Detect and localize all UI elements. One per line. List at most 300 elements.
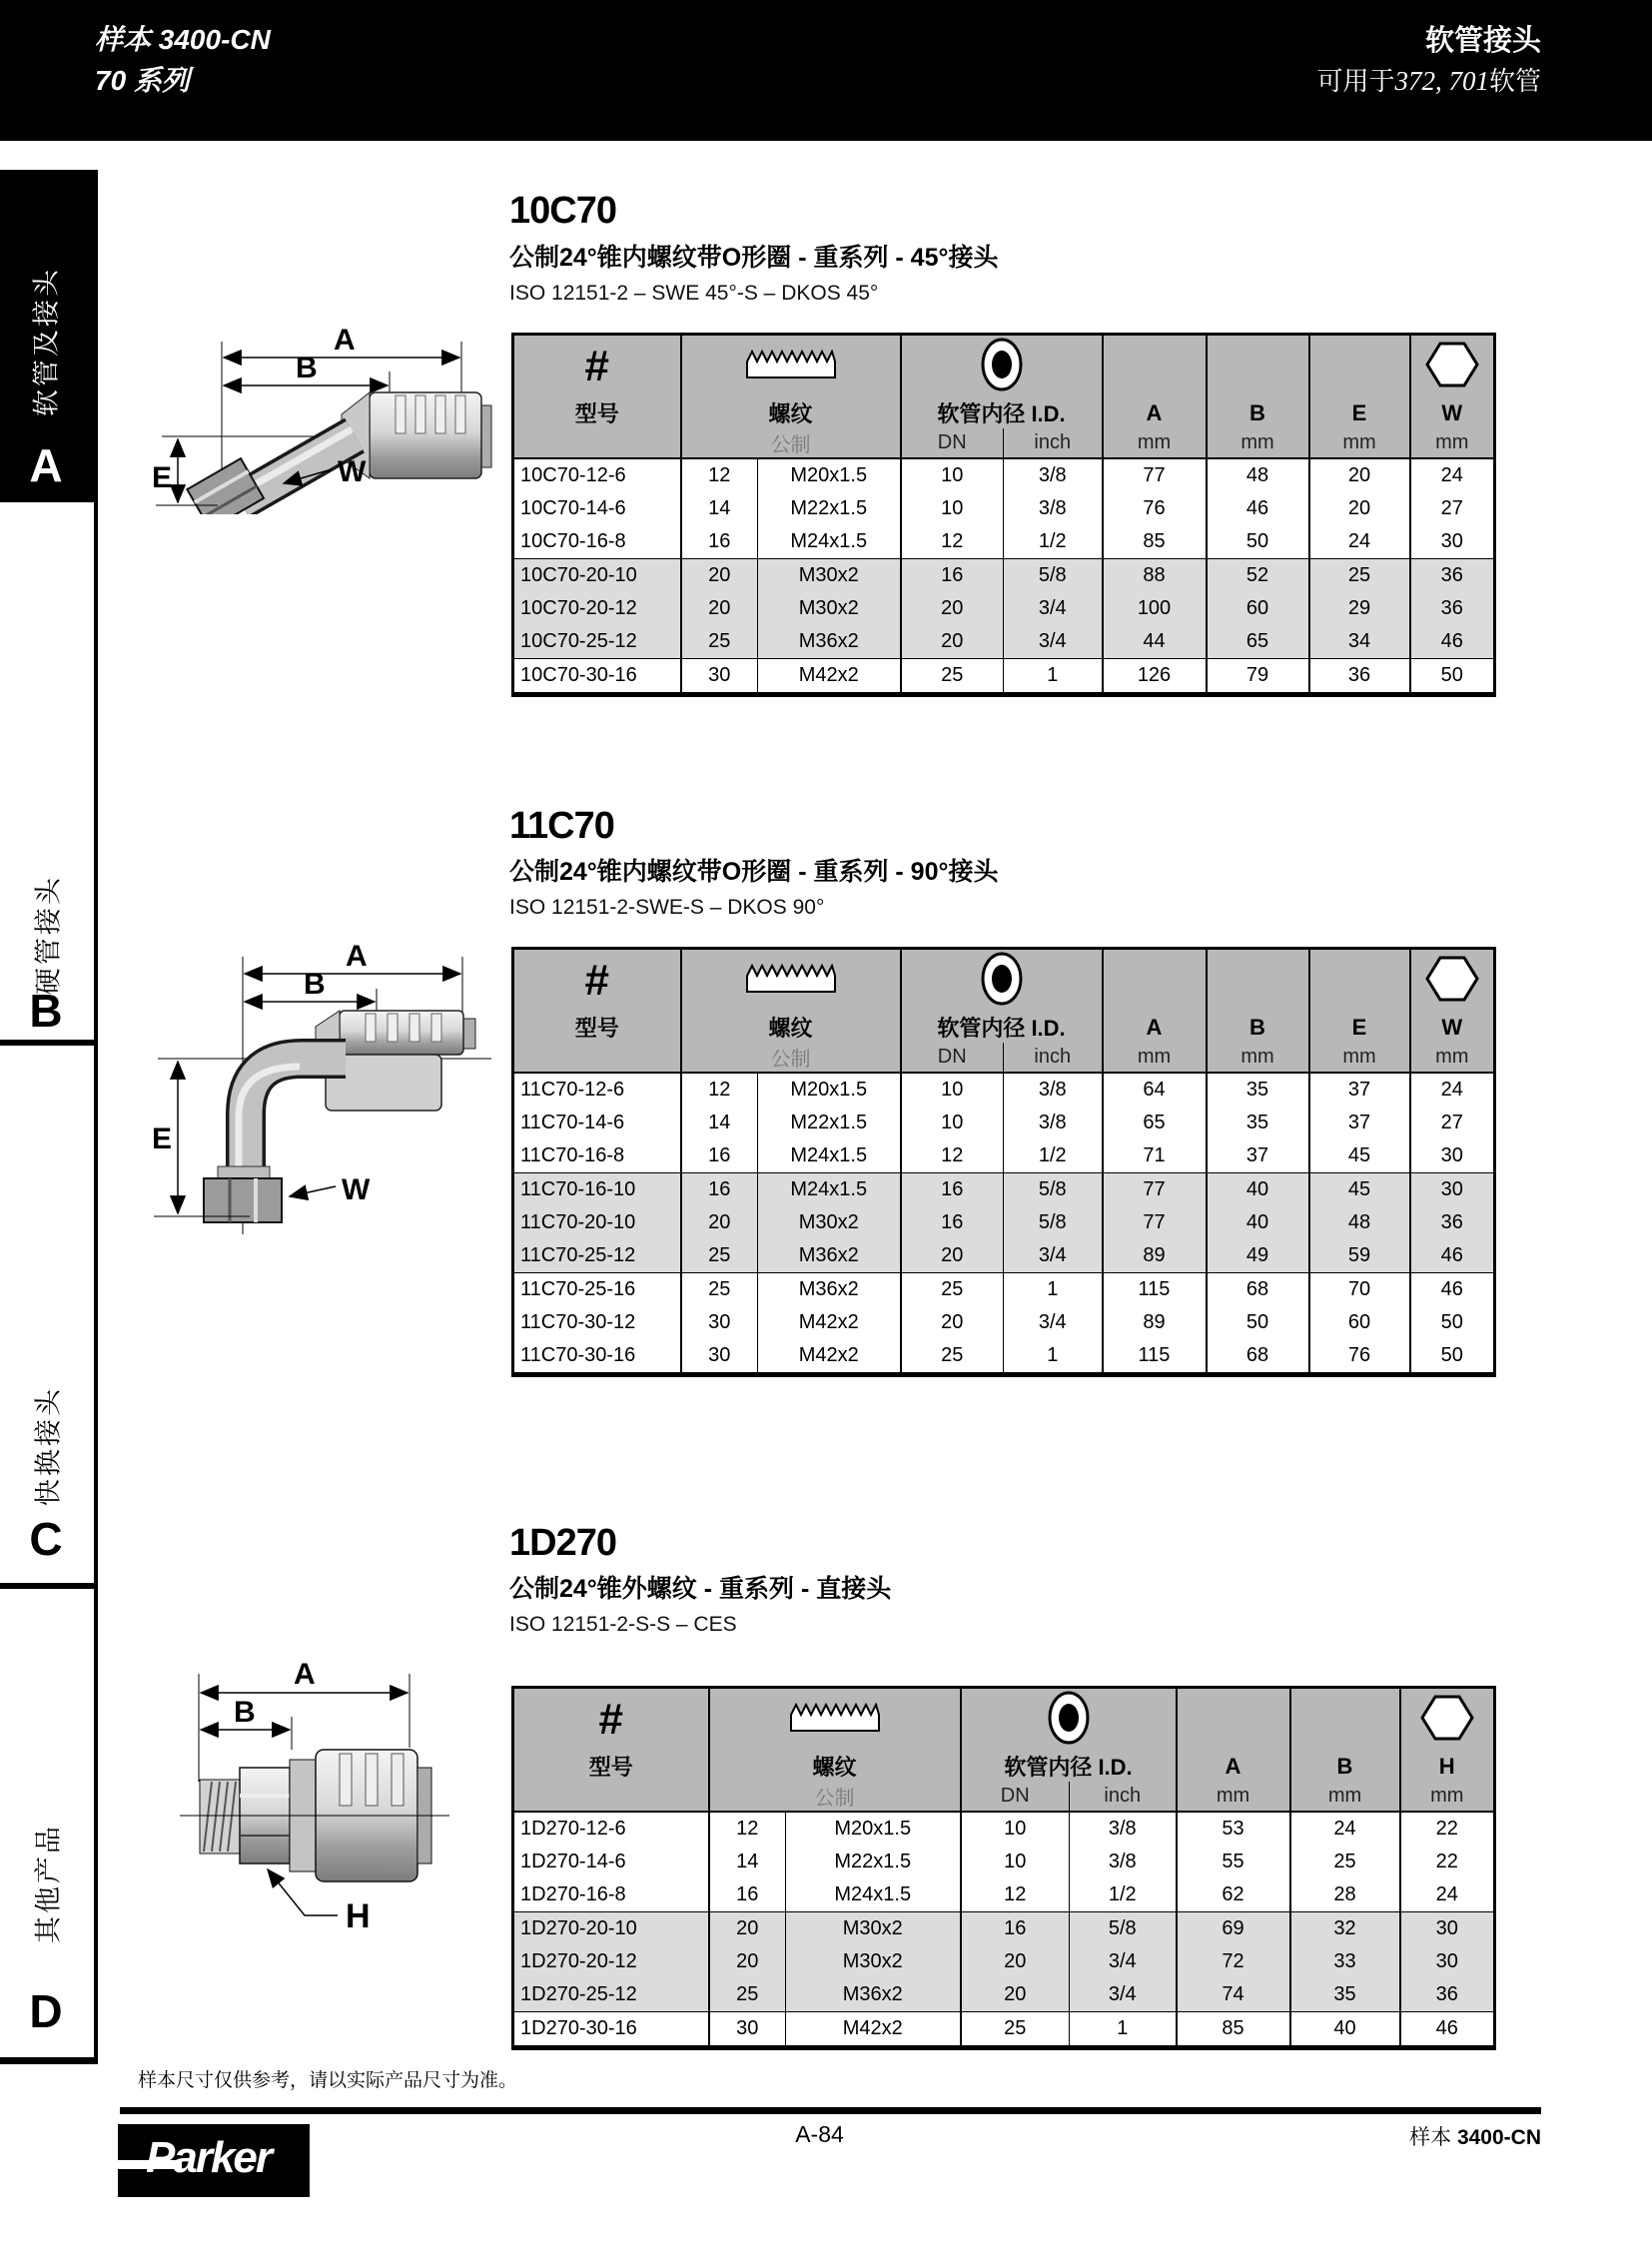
- cell-value: 50: [1207, 525, 1309, 559]
- sidebar-tab-a-letter: A: [29, 439, 63, 491]
- cell-value: 36: [1410, 592, 1495, 625]
- col-thread: 螺纹: [681, 1012, 901, 1043]
- cell-model: 10C70-12-6: [520, 464, 626, 486]
- table-row: [513, 1339, 1495, 1375]
- col-thread-sub: 公制: [681, 1043, 901, 1073]
- cell-value: 89: [1103, 1239, 1207, 1273]
- table-row: [513, 1945, 1495, 1978]
- col-dim-b: B: [1207, 397, 1309, 428]
- cell-value: 10: [901, 1107, 1004, 1139]
- dim-label-e: E: [152, 461, 173, 494]
- cell-value: 16: [901, 1206, 1004, 1239]
- col-model: 型号: [513, 1751, 709, 1782]
- cell-value: 64: [1103, 1073, 1207, 1107]
- cell-value: 35: [1207, 1073, 1309, 1107]
- cell-value: 35: [1207, 1107, 1309, 1139]
- cell-value: 1: [1070, 2012, 1177, 2048]
- col-dim-e: E: [1309, 397, 1410, 428]
- page-title: 软管接头: [1424, 25, 1541, 57]
- cell-model: 1D270-25-12: [513, 1978, 709, 2012]
- cell-value: 3/8: [1070, 1846, 1177, 1878]
- cell-value: 25: [681, 1239, 758, 1273]
- cell-value: 16: [709, 1878, 786, 1912]
- cell-value: 27: [1410, 1107, 1495, 1139]
- cell-value: 36: [1410, 559, 1495, 593]
- cell-value: M42x2: [758, 1339, 901, 1375]
- cell-value: 3/4: [1004, 1306, 1103, 1339]
- cell-model: 11C70-25-16: [513, 1273, 681, 1307]
- cell-value: 30: [1400, 1945, 1495, 1978]
- part-number-icon: #: [513, 335, 681, 398]
- cell-value: 89: [1103, 1306, 1207, 1339]
- table-row: [513, 559, 1495, 593]
- cell-value: 12: [901, 525, 1004, 559]
- cell-value: M30x2: [758, 559, 901, 593]
- part-number-icon: #: [513, 949, 681, 1013]
- cell-value: 77: [1103, 1173, 1207, 1207]
- cell-model: 10C70-14-6: [520, 497, 626, 519]
- cell-value: 40: [1207, 1206, 1309, 1239]
- cell-value: 3/4: [1070, 1945, 1177, 1978]
- cell-value: 36: [1309, 659, 1410, 695]
- page-subtitle: [1316, 62, 1541, 101]
- cell-value: 16: [681, 1139, 758, 1173]
- col-hose-id: 软管内径 I.D.: [901, 1012, 1103, 1043]
- dim-label-b: B: [304, 968, 326, 1001]
- cell-value: 72: [1177, 1945, 1290, 1978]
- cell-value: M30x2: [758, 1206, 901, 1239]
- cell-value: 28: [1290, 1878, 1400, 1912]
- spec-table-10C70: [511, 333, 1496, 697]
- cell-model: 11C70-16-10: [513, 1173, 681, 1207]
- cell-value: 3/4: [1004, 625, 1103, 659]
- table-row: [513, 1206, 1495, 1239]
- cell-value: 37: [1309, 1073, 1410, 1107]
- dim-label-h: H: [346, 1897, 371, 1935]
- unit-mm: mm: [1309, 1043, 1410, 1073]
- cell-value: 30: [1400, 1912, 1495, 1946]
- cell-value: 5/8: [1004, 1173, 1103, 1207]
- cell-value: 45: [1309, 1173, 1410, 1207]
- cell-value: M30x2: [758, 592, 901, 625]
- table-row: [513, 1812, 1495, 1846]
- cell-value: 24: [1309, 525, 1410, 559]
- cell-value: M24x1.5: [786, 1878, 961, 1912]
- col-thread-sub: 公制: [709, 1782, 961, 1812]
- cell-value: 10: [901, 492, 1004, 525]
- cell-value: 60: [1309, 1306, 1410, 1339]
- cell-model: 11C70-20-10: [513, 1206, 681, 1239]
- cell-value: 126: [1103, 659, 1207, 695]
- table-row: [513, 592, 1495, 625]
- cell-value: 20: [709, 1912, 786, 1946]
- footer-catalog-code: 3400-CN: [1456, 2126, 1541, 2149]
- sidebar-tab-d-letter: D: [29, 1985, 63, 2037]
- subtitle-suffix: 软管: [1488, 66, 1541, 97]
- col-dim-w: W: [1410, 397, 1495, 428]
- hose-id-icon: [961, 1688, 1177, 1752]
- cell-value: 53: [1177, 1812, 1290, 1846]
- cell-value: 79: [1207, 659, 1309, 695]
- table-row: [513, 1173, 1495, 1207]
- table-row: [513, 525, 1495, 559]
- hose-id-icon: [901, 335, 1103, 398]
- cell-value: 25: [681, 1273, 758, 1307]
- unit-mm: mm: [1410, 428, 1495, 458]
- cell-value: 30: [1410, 1139, 1495, 1173]
- cell-value: 29: [1309, 592, 1410, 625]
- thread-icon: [681, 949, 901, 1013]
- cell-value: 3/4: [1004, 1239, 1103, 1273]
- section-iso-11C70: ISO 12151-2-SWE-S – DKOS 90°: [509, 896, 825, 919]
- footer-catalog-label: 样本: [1409, 2126, 1452, 2149]
- cell-value: 46: [1410, 1239, 1495, 1273]
- page-subject: [1316, 20, 1541, 101]
- cell-value: 49: [1207, 1239, 1309, 1273]
- cell-value: 25: [681, 625, 758, 659]
- cell-value: 65: [1207, 625, 1309, 659]
- cell-value: 50: [1207, 1306, 1309, 1339]
- cell-value: 25: [1290, 1846, 1400, 1878]
- cell-model: 1D270-20-12: [513, 1945, 709, 1978]
- cell-value: 45: [1309, 1139, 1410, 1173]
- cell-value: 20: [681, 1206, 758, 1239]
- sidebar-tab-d-label: 其他产品: [33, 1824, 64, 1943]
- cell-value: 12: [681, 1073, 758, 1107]
- cell-value: 68: [1207, 1339, 1309, 1375]
- cell-value: M42x2: [786, 2012, 961, 2048]
- hex-nut-icon: [1410, 949, 1495, 1013]
- cell-value: 5/8: [1004, 1206, 1103, 1239]
- cell-model: 1D270-20-10: [513, 1912, 709, 1946]
- cell-value: 3/8: [1004, 492, 1103, 525]
- unit-mm: mm: [1207, 428, 1309, 458]
- cell-value: M42x2: [758, 659, 901, 695]
- cell-value: 5/8: [1004, 559, 1103, 593]
- cell-value: 37: [1207, 1139, 1309, 1173]
- cell-value: 100: [1103, 592, 1207, 625]
- cell-value: M22x1.5: [758, 1107, 901, 1139]
- cell-value: 25: [961, 2012, 1070, 2048]
- catalog-name: 样本 3400-CN: [95, 24, 271, 55]
- cell-value: 50: [1410, 1339, 1495, 1375]
- cell-model: 1D270-16-8: [520, 1883, 626, 1905]
- cell-value: 46: [1410, 1273, 1495, 1307]
- cell-value: M22x1.5: [758, 492, 901, 525]
- col-inch: inch: [1004, 428, 1103, 458]
- cell-value: 20: [961, 1945, 1070, 1978]
- cell-value: 20: [901, 1239, 1004, 1273]
- unit-mm: mm: [1103, 1043, 1207, 1073]
- technical-drawing-45deg-elbow: [100, 230, 499, 519]
- cell-value: 3/8: [1004, 1107, 1103, 1139]
- cell-value: M22x1.5: [786, 1846, 961, 1878]
- cell-value: 25: [901, 1339, 1004, 1375]
- col-dn: DN: [901, 1043, 1004, 1073]
- parker-logo: [118, 2124, 310, 2197]
- cell-value: 20: [901, 592, 1004, 625]
- series-name: 70 系列: [95, 64, 190, 96]
- subtitle-hose-numbers: 372, 701: [1394, 66, 1489, 97]
- cell-value: 20: [1309, 458, 1410, 492]
- cell-value: 30: [681, 659, 758, 695]
- section-subtitle-11C70: 公制24°锥内螺纹带O形圈 - 重系列 - 90°接头: [509, 858, 999, 886]
- cell-value: 30: [1410, 1173, 1495, 1207]
- cell-model: 1D270-12-6: [520, 1818, 626, 1840]
- sidebar-tab-c-label: 快换接头: [33, 1386, 64, 1506]
- sidebar-tab-a-label: 软管及接头: [31, 267, 62, 416]
- cell-value: 46: [1207, 492, 1309, 525]
- dim-label-a: A: [294, 1658, 316, 1691]
- dim-label-a: A: [346, 940, 368, 973]
- col-dim-h: H: [1400, 1751, 1495, 1782]
- cell-value: 70: [1309, 1273, 1410, 1307]
- thread-icon: [709, 1688, 961, 1752]
- part-number-icon: #: [513, 1688, 709, 1752]
- cell-model: 10C70-16-8: [520, 530, 626, 552]
- col-dn: DN: [961, 1782, 1070, 1812]
- unit-mm: mm: [1309, 428, 1410, 458]
- cell-value: 3/8: [1004, 458, 1103, 492]
- cell-value: M20x1.5: [786, 1812, 961, 1846]
- section-code-11C70: 11C70: [509, 805, 614, 847]
- unit-mm: mm: [1103, 428, 1207, 458]
- cell-value: 32: [1290, 1912, 1400, 1946]
- cell-value: 88: [1103, 559, 1207, 593]
- cell-value: 71: [1103, 1139, 1207, 1173]
- table-row: [513, 1107, 1495, 1139]
- cell-value: 85: [1103, 525, 1207, 559]
- cell-value: 12: [961, 1878, 1070, 1912]
- section-iso-1D270: ISO 12151-2-S-S – CES: [509, 1613, 737, 1636]
- cell-value: 20: [901, 625, 1004, 659]
- cell-value: 25: [1309, 559, 1410, 593]
- cell-value: 40: [1290, 2012, 1400, 2048]
- cell-value: 55: [1177, 1846, 1290, 1878]
- catalog-id: [95, 20, 271, 101]
- cell-value: M42x2: [758, 1306, 901, 1339]
- cell-value: M36x2: [758, 1239, 901, 1273]
- cell-value: 37: [1309, 1107, 1410, 1139]
- cell-value: 25: [709, 1978, 786, 2012]
- table-row: [513, 1978, 1495, 2012]
- cell-value: 85: [1177, 2012, 1290, 2048]
- table-row: [513, 1139, 1495, 1173]
- cell-value: 77: [1103, 1206, 1207, 1239]
- cell-value: 22: [1400, 1812, 1495, 1846]
- cell-value: 76: [1103, 492, 1207, 525]
- table-row: [513, 1273, 1495, 1307]
- cell-value: M24x1.5: [758, 525, 901, 559]
- cell-value: M20x1.5: [758, 1073, 901, 1107]
- section-code-1D270: 1D270: [509, 1522, 616, 1564]
- col-inch: inch: [1004, 1043, 1103, 1073]
- page-header: [0, 0, 1652, 141]
- cell-value: 24: [1290, 1812, 1400, 1846]
- cell-value: M24x1.5: [758, 1173, 901, 1207]
- cell-value: 22: [1400, 1846, 1495, 1878]
- unit-mm: mm: [1290, 1782, 1400, 1812]
- col-model: 型号: [513, 397, 681, 428]
- dim-label-a: A: [334, 324, 356, 357]
- cell-value: 46: [1400, 2012, 1495, 2048]
- cell-value: M30x2: [786, 1945, 961, 1978]
- dim-label-e: E: [152, 1122, 173, 1155]
- hex-nut-icon: [1400, 1688, 1495, 1752]
- cell-value: M36x2: [786, 1978, 961, 2012]
- dim-label-b: B: [234, 1696, 256, 1729]
- cell-model: 11C70-25-12: [513, 1239, 681, 1273]
- cell-model: 11C70-30-12: [520, 1311, 636, 1333]
- cell-value: 30: [681, 1306, 758, 1339]
- cell-value: 25: [901, 659, 1004, 695]
- cell-value: 14: [681, 1107, 758, 1139]
- cell-value: 27: [1410, 492, 1495, 525]
- cell-value: 1: [1004, 1273, 1103, 1307]
- spec-table-1D270: [511, 1686, 1496, 2050]
- cell-value: 46: [1410, 625, 1495, 659]
- col-thread: 螺纹: [681, 397, 901, 428]
- section-code-10C70: 10C70: [509, 190, 616, 232]
- cell-value: 5/8: [1070, 1912, 1177, 1946]
- cell-model: 10C70-30-16: [513, 659, 681, 695]
- cell-value: 16: [961, 1912, 1070, 1946]
- cell-model: 1D270-30-16: [513, 2012, 709, 2048]
- cell-value: 74: [1177, 1978, 1290, 2012]
- col-dim-b: B: [1290, 1751, 1400, 1782]
- table-row: [513, 659, 1495, 695]
- parker-logo-text: Parker: [146, 2133, 272, 2182]
- cell-model: 10C70-20-10: [513, 559, 681, 593]
- cell-value: 25: [901, 1273, 1004, 1307]
- table-row: [513, 1239, 1495, 1273]
- cell-model: 11C70-14-6: [520, 1112, 625, 1133]
- cell-value: 24: [1410, 1073, 1495, 1107]
- cell-value: 1: [1004, 659, 1103, 695]
- page-number: A-84: [795, 2121, 844, 2147]
- cell-value: M24x1.5: [758, 1139, 901, 1173]
- cell-value: 24: [1400, 1878, 1495, 1912]
- cell-value: 60: [1207, 592, 1309, 625]
- section-subtitle-1D270: 公制24°锥外螺纹 - 重系列 - 直接头: [509, 1575, 892, 1603]
- spec-table-11C70: [511, 947, 1496, 1377]
- cell-value: 16: [681, 1173, 758, 1207]
- col-dim-a: A: [1103, 397, 1207, 428]
- dim-label-b: B: [296, 352, 318, 384]
- cell-value: 76: [1309, 1339, 1410, 1375]
- table-row: [513, 625, 1495, 659]
- table-row: [513, 1846, 1495, 1878]
- cell-value: 77: [1103, 458, 1207, 492]
- cell-value: 30: [709, 2012, 786, 2048]
- col-dn: DN: [901, 428, 1004, 458]
- cell-model: 11C70-30-16: [520, 1344, 636, 1366]
- unit-mm: mm: [1400, 1782, 1495, 1812]
- hex-nut-icon: [1410, 335, 1495, 398]
- cell-value: 3/8: [1070, 1812, 1177, 1846]
- dim-label-w: W: [338, 455, 367, 488]
- col-dim-a: A: [1103, 1012, 1207, 1043]
- table-row: [513, 1912, 1495, 1946]
- col-dim-e: E: [1309, 1012, 1410, 1043]
- table-row: [513, 1073, 1495, 1107]
- cell-value: 3/4: [1004, 592, 1103, 625]
- footer-rule: [120, 2107, 1541, 2114]
- col-thread: 螺纹: [709, 1751, 961, 1782]
- subtitle-prefix: 可用于: [1316, 66, 1395, 97]
- cell-value: 16: [681, 525, 758, 559]
- cell-value: 16: [901, 1173, 1004, 1207]
- sidebar-divider: [0, 2057, 98, 2064]
- unit-mm: mm: [1177, 1782, 1290, 1812]
- cell-value: 20: [709, 1945, 786, 1978]
- cell-value: 20: [961, 1978, 1070, 2012]
- cell-model: 11C70-16-8: [520, 1144, 625, 1166]
- cell-value: 36: [1410, 1206, 1495, 1239]
- unit-mm: mm: [1410, 1043, 1495, 1073]
- cell-value: 40: [1207, 1173, 1309, 1207]
- col-model: 型号: [513, 1012, 681, 1043]
- table-row: [513, 1878, 1495, 1912]
- cell-model: 10C70-25-12: [513, 625, 681, 659]
- technical-drawing-straight: [100, 1630, 499, 1952]
- cell-value: 68: [1207, 1273, 1309, 1307]
- cell-value: 36: [1400, 1978, 1495, 2012]
- cell-value: 16: [901, 559, 1004, 593]
- sidebar-tab-b-letter: B: [29, 985, 63, 1037]
- cell-value: 30: [1410, 525, 1495, 559]
- cell-value: 20: [1309, 492, 1410, 525]
- cell-value: 20: [681, 559, 758, 593]
- col-inch: inch: [1070, 1782, 1177, 1812]
- cell-value: M36x2: [758, 625, 901, 659]
- footer-catalog-ref: [1409, 2121, 1541, 2151]
- section-subtitle-10C70: 公制24°锥内螺纹带O形圈 - 重系列 - 45°接头: [509, 244, 999, 272]
- cell-value: 1/2: [1070, 1878, 1177, 1912]
- table-row: [513, 492, 1495, 525]
- cell-value: 48: [1309, 1206, 1410, 1239]
- footer-disclaimer: 样本尺寸仅供参考，请以实际产品尺寸为准。: [138, 2070, 518, 2091]
- cell-value: 14: [681, 492, 758, 525]
- sidebar-divider: [0, 1040, 98, 1046]
- sidebar-tab-c-letter: C: [29, 1513, 63, 1565]
- cell-value: 3/4: [1070, 1978, 1177, 2012]
- hose-id-icon: [901, 949, 1103, 1013]
- unit-mm: mm: [1207, 1043, 1309, 1073]
- col-dim-w: W: [1410, 1012, 1495, 1043]
- cell-value: 10: [961, 1812, 1070, 1846]
- cell-value: 50: [1410, 1306, 1495, 1339]
- cell-value: 1: [1004, 1339, 1103, 1375]
- cell-value: 33: [1290, 1945, 1400, 1978]
- cell-value: 65: [1103, 1107, 1207, 1139]
- cell-value: 1/2: [1004, 1139, 1103, 1173]
- technical-drawing-90deg-elbow: [100, 917, 499, 1256]
- col-hose-id: 软管内径 I.D.: [961, 1751, 1177, 1782]
- cell-value: 34: [1309, 625, 1410, 659]
- sidebar-spine: [94, 502, 98, 2064]
- cell-value: 48: [1207, 458, 1309, 492]
- section-iso-10C70: ISO 12151-2 – SWE 45°-S – DKOS 45°: [509, 282, 879, 305]
- cell-value: 44: [1103, 625, 1207, 659]
- cell-value: 10: [961, 1846, 1070, 1878]
- dim-label-w: W: [342, 1173, 371, 1206]
- cell-model: 10C70-20-12: [513, 592, 681, 625]
- cell-value: 12: [709, 1812, 786, 1846]
- cell-value: M36x2: [758, 1273, 901, 1307]
- table-row: [513, 1306, 1495, 1339]
- cell-value: 10: [901, 458, 1004, 492]
